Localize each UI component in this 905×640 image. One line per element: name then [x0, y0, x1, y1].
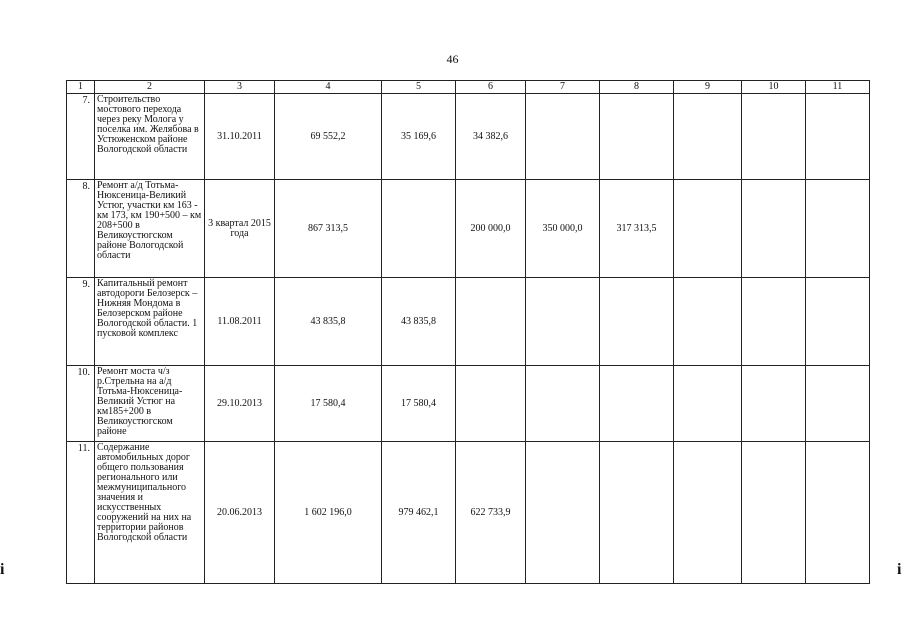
- header-cell: 1: [67, 81, 95, 94]
- value-cell: [806, 442, 870, 584]
- value-cell: 17 580,4: [382, 366, 456, 442]
- value-cell: 622 733,9: [456, 442, 526, 584]
- value-cell: [806, 366, 870, 442]
- value-cell: [742, 94, 806, 180]
- completion-date: 3 квартал 2015 года: [205, 180, 275, 278]
- value-cell: [600, 94, 674, 180]
- margin-mark-right: i: [897, 561, 902, 578]
- value-cell: [742, 366, 806, 442]
- value-cell: 35 169,6: [382, 94, 456, 180]
- row-number: 9.: [67, 278, 95, 366]
- value-cell: [526, 366, 600, 442]
- value-cell: 43 835,8: [275, 278, 382, 366]
- object-name: Строительство мостового перехода через реку Молога у поселка им. Желябова в Устюженском районе Вологодской области: [95, 94, 205, 180]
- header-cell: 4: [275, 81, 382, 94]
- completion-date: 11.08.2011: [205, 278, 275, 366]
- header-row: [67, 81, 870, 94]
- value-cell: [526, 94, 600, 180]
- table-row: [67, 180, 870, 278]
- value-cell: [674, 180, 742, 278]
- value-cell: [742, 442, 806, 584]
- value-cell: 200 000,0: [456, 180, 526, 278]
- value-cell: 350 000,0: [526, 180, 600, 278]
- header-cell: 3: [205, 81, 275, 94]
- completion-date: 29.10.2013: [205, 366, 275, 442]
- value-cell: [600, 366, 674, 442]
- value-cell: [742, 180, 806, 278]
- table-row: [67, 94, 870, 180]
- row-number: 8.: [67, 180, 95, 278]
- value-cell: [456, 278, 526, 366]
- completion-date: 31.10.2011: [205, 94, 275, 180]
- value-cell: 867 313,5: [275, 180, 382, 278]
- investment-table: [66, 80, 870, 584]
- header-cell: 7: [526, 81, 600, 94]
- value-cell: [806, 278, 870, 366]
- value-cell: [806, 180, 870, 278]
- header-cell: 11: [806, 81, 870, 94]
- value-cell: 1 602 196,0: [275, 442, 382, 584]
- header-cell: 2: [95, 81, 205, 94]
- header-cell: 8: [600, 81, 674, 94]
- header-cell: 10: [742, 81, 806, 94]
- row-number: 11.: [67, 442, 95, 584]
- object-name: Капитальный ремонт автодороги Белозерск – Нижняя Мондома в Белозерском районе Вологодской области. 1 пусковой комплекс: [95, 278, 205, 366]
- value-cell: [456, 366, 526, 442]
- row-number: 10.: [67, 366, 95, 442]
- value-cell: [806, 94, 870, 180]
- value-cell: [674, 366, 742, 442]
- table-row: [67, 442, 870, 584]
- value-cell: 69 552,2: [275, 94, 382, 180]
- value-cell: 17 580,4: [275, 366, 382, 442]
- completion-date: 20.06.2013: [205, 442, 275, 584]
- object-name: Ремонт моста ч/з р.Стрельна на а/д Тотьма-Нюксеница-Великий Устюг на км185+200 в Великоустюгском районе: [95, 366, 205, 442]
- value-cell: [674, 278, 742, 366]
- value-cell: 979 462,1: [382, 442, 456, 584]
- page-number: 46: [446, 52, 459, 66]
- table-row: [67, 278, 870, 366]
- value-cell: [526, 278, 600, 366]
- object-name: Ремонт а/д Тотьма-Нюксеница-Великий Устюг, участки км 163 - км 173, км 190+500 – км 208+500 в Великоустюгском районе Вологодской области: [95, 180, 205, 278]
- value-cell: [600, 442, 674, 584]
- header-cell: 9: [674, 81, 742, 94]
- value-cell: 317 313,5: [600, 180, 674, 278]
- table-row: [67, 366, 870, 442]
- value-cell: [742, 278, 806, 366]
- value-cell: [526, 442, 600, 584]
- value-cell: [674, 442, 742, 584]
- margin-mark-left: i: [0, 561, 5, 578]
- object-name: Содержание автомобильных дорог общего пользования регионального или межмуниципального значения и искусственных сооружений на них на территории районов Вологодской области: [95, 442, 205, 584]
- row-number: 7.: [67, 94, 95, 180]
- value-cell: [382, 180, 456, 278]
- header-cell: 5: [382, 81, 456, 94]
- value-cell: 34 382,6: [456, 94, 526, 180]
- value-cell: 43 835,8: [382, 278, 456, 366]
- value-cell: [674, 94, 742, 180]
- header-cell: 6: [456, 81, 526, 94]
- value-cell: [600, 278, 674, 366]
